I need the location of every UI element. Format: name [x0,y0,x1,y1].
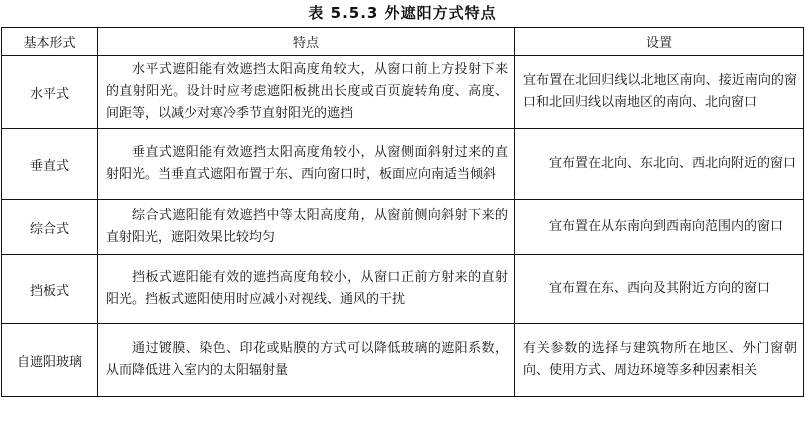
table-row [2,56,804,129]
cell-feature: 综合式遮阳能有效遮挡中等太阳高度角，从窗前侧向斜射下来的直射阳光，遮阳效果比较均匀 [98,200,515,255]
cell-feature: 通过镀膜、染色、印花或贴膜的方式可以降低玻璃的遮阳系数，从而降低进入室内的太阳辐射量 [98,324,515,397]
cell-setting: 宜布置在从东南向到西南向范围内的窗口 [515,200,804,255]
cell-setting: 宜布置在北回归线以北地区南向、接近南向的窗口和北回归线以南地区的南向、北向窗口 [515,56,804,129]
cell-setting: 宜布置在东、西向及其附近方向的窗口 [515,255,804,324]
table-row [2,200,804,255]
cell-form: 水平式 [2,56,98,129]
header-setting: 设置 [515,28,804,56]
cell-form: 综合式 [2,200,98,255]
table-row [2,255,804,324]
table-row [2,129,804,200]
header-basic-form: 基本形式 [2,28,98,56]
cell-form: 自遮阳玻璃 [2,324,98,397]
shading-methods-table [1,27,804,397]
cell-feature: 挡板式遮阳能有效的遮挡高度角较小，从窗口正前方射来的直射阳光。挡板式遮阳使用时应减小对视线、通风的干扰 [98,255,515,324]
table-row [2,324,804,397]
header-features: 特点 [98,28,515,56]
cell-feature: 垂直式遮阳能有效遮挡太阳高度角较小，从窗侧面斜射过来的直射阳光。当垂直式遮阳布置于东、西向窗口时，板面应向南适当倾斜 [98,129,515,200]
cell-form: 垂直式 [2,129,98,200]
table-title: 表 5.5.3 外遮阳方式特点 [308,4,497,22]
cell-form: 挡板式 [2,255,98,324]
cell-setting: 宜布置在北向、东北向、西北向附近的窗口 [515,129,804,200]
cell-setting: 有关参数的选择与建筑物所在地区、外门窗朝向、使用方式、周边环境等多种因素相关 [515,324,804,397]
cell-feature: 水平式遮阳能有效遮挡太阳高度角较大，从窗口前上方投射下来的直射阳光。设计时应考虑遮阳板挑出长度或百页旋转角度、高度、间距等，以减少对寒冷季节直射阳光的遮挡 [98,56,515,129]
table-header-row [2,28,804,56]
